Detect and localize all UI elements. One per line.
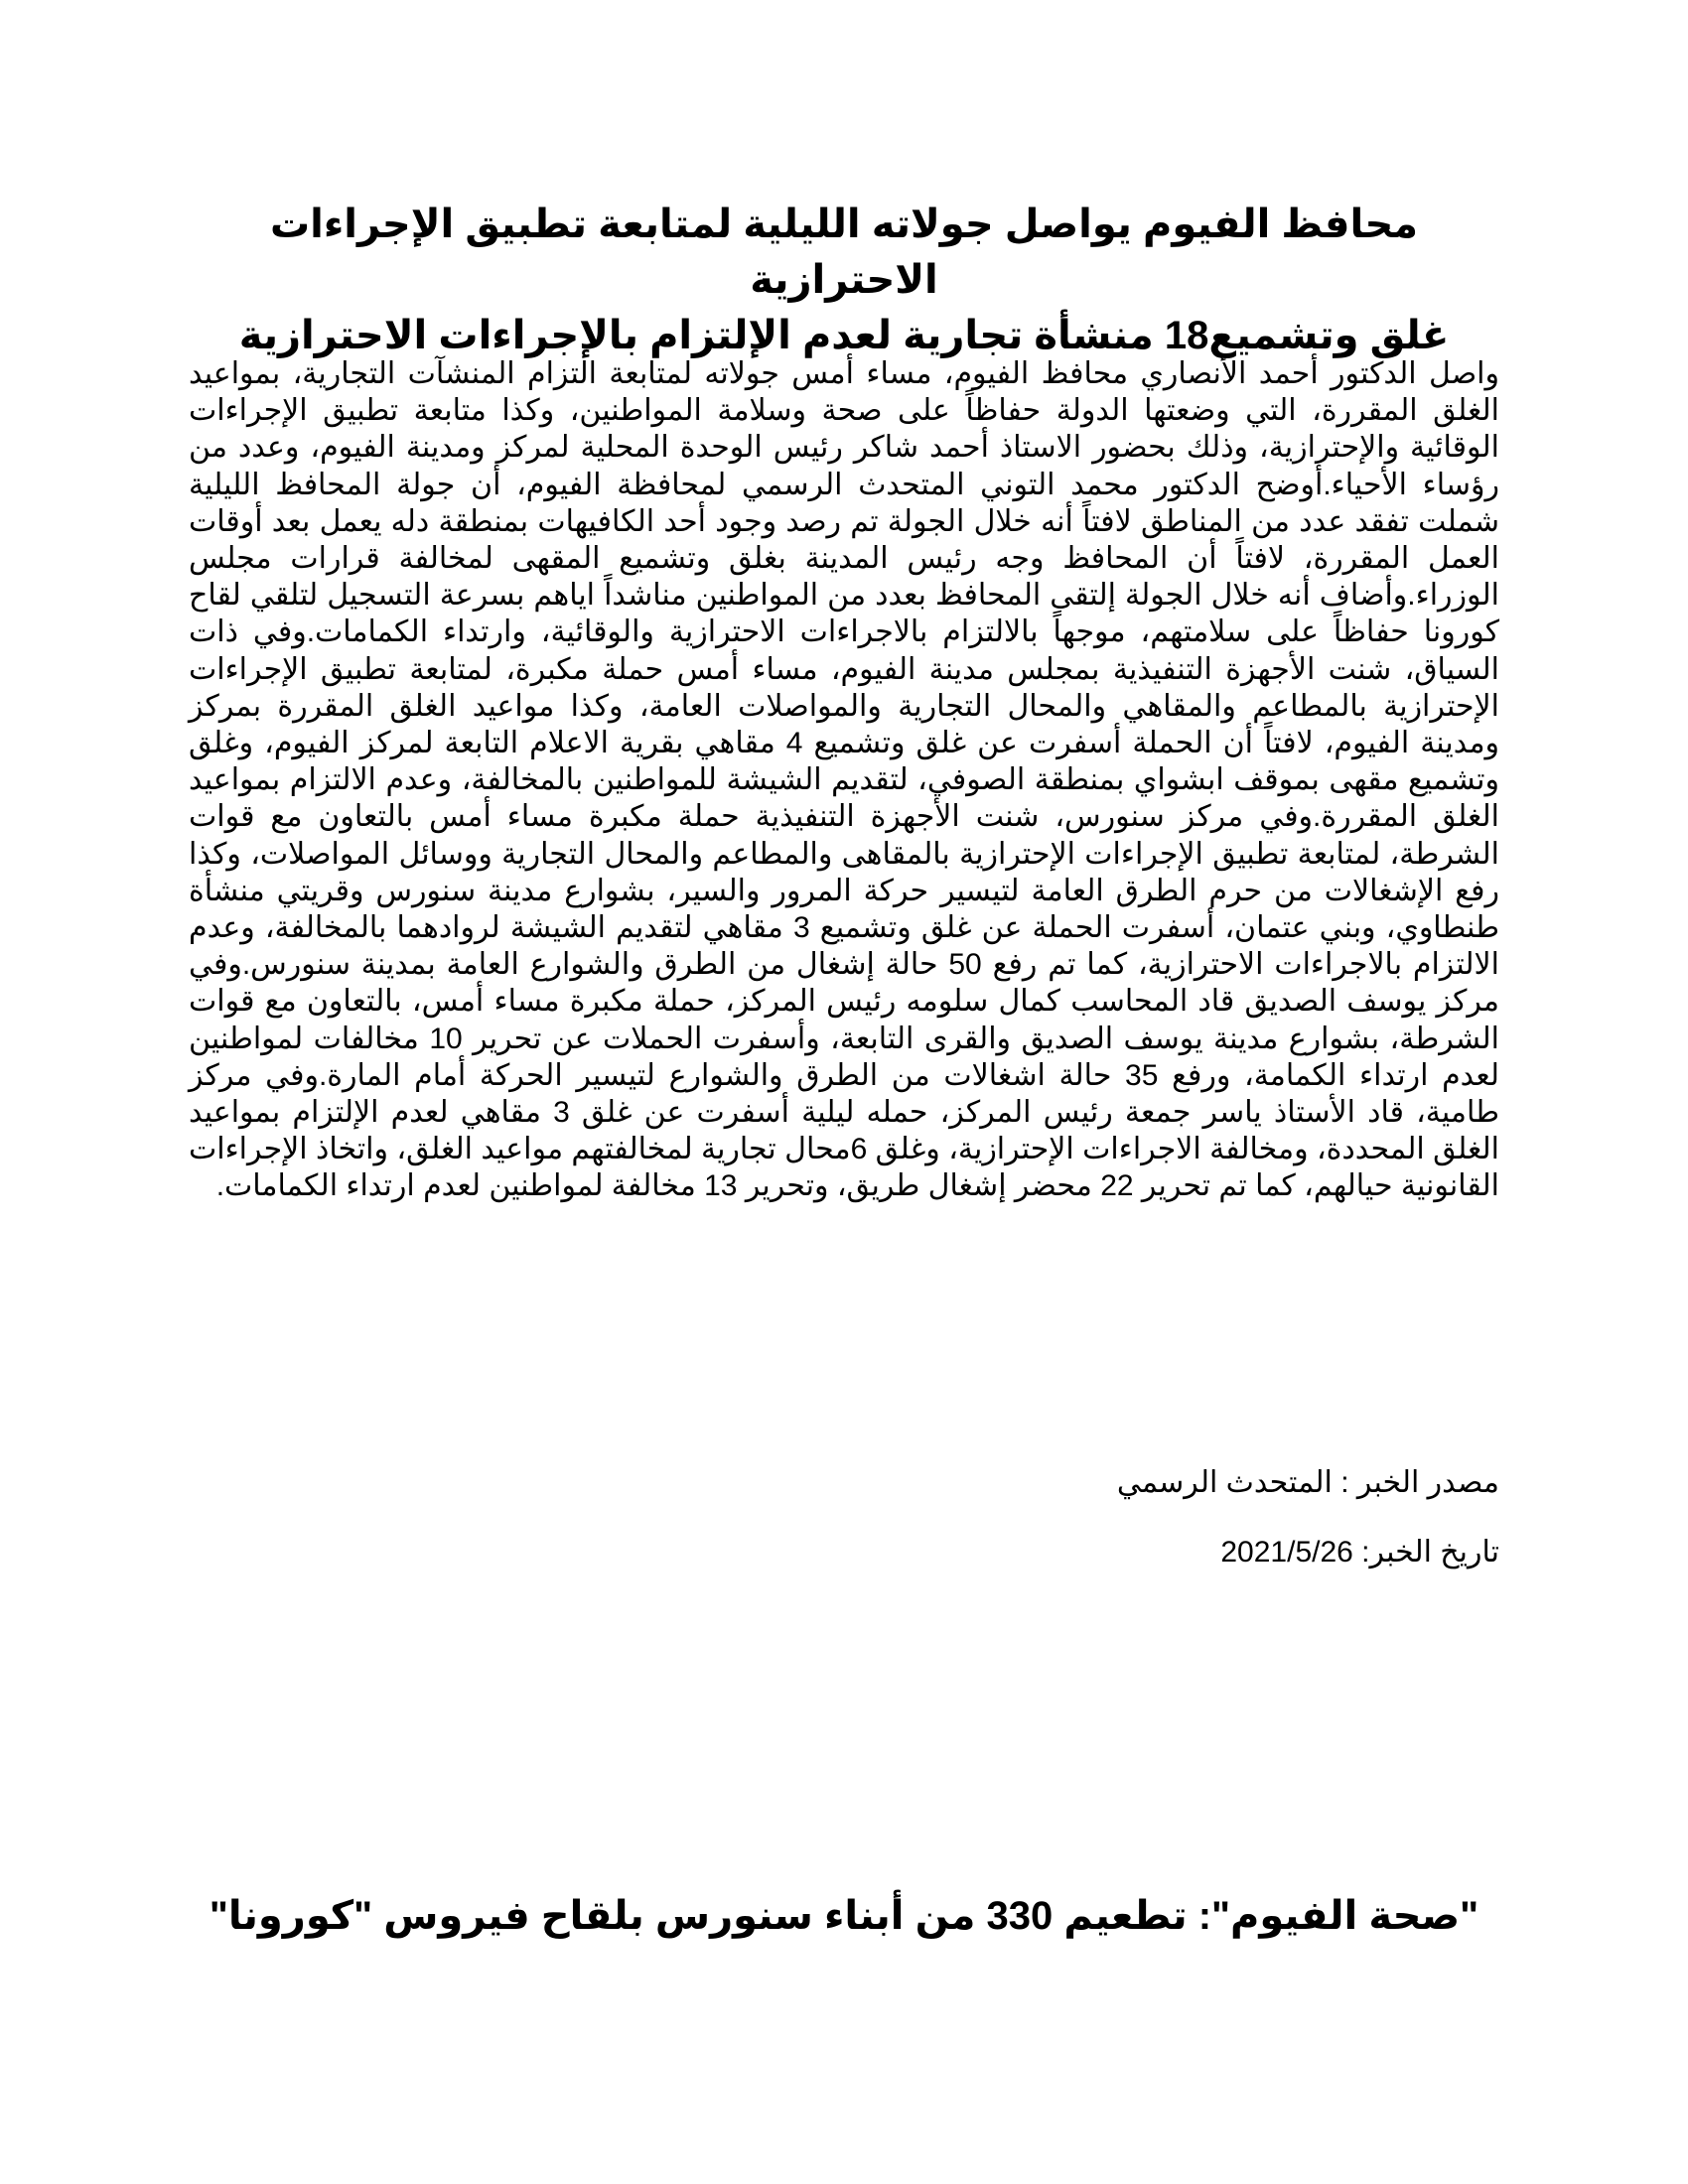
news-date-value: 2021/5/26 — [1220, 1536, 1353, 1569]
news-date-label: تاريخ الخبر: — [1352, 1536, 1499, 1569]
article-body: واصل الدكتور أحمد الأنصاري محافظ الفيوم، مساء أمس جولاته لمتابعة التزام المنشآت التجارية، بمواعيد الغلق المقررة، التي وضعتها الدولة حفاظاً على صحة وسلامة المواطنين، وكذا متابعة تطبيق الإجراءات الوقائية والإحترازية، وذلك بحضور الاستاذ أحمد شاكر رئيس الوحدة المحلية لمركز ومدينة الفيوم، وعدد من رؤساء الأحياء.أوضح الدكتور محمد التوني المتحدث الرسمي لمحافظة الفيوم، أن جولة المحافظ الليلية شملت تفقد عدد من المناطق لافتاً أنه خلال الجولة تم رصد وجود أحد الكافيهات بمنطقة دله يعمل بعد أوقات العمل المقررة، لافتاً أن المحافظ وجه رئيس المدينة بغلق وتشميع المقهى لمخالفة قرارات مجلس الوزراء.وأضاف أنه خلال الجولة إلتقى المحافظ بعدد من المواطنين مناشداً اياهم بسرعة التسجيل لتلقي لقاح كورونا حفاظاً على سلامتهم، موجهاً بالالتزام بالاجراءات الاحترازية والوقائية، وارتداء الكمامات.وفي ذات السياق، شنت الأجهزة التنفيذية بمجلس مدينة الفيوم، مساء أمس حملة مكبرة، لمتابعة تطبيق الإجراءات الإحترازية بالمطاعم والمقاهي والمحال التجارية والمواصلات العامة، وكذا مواعيد الغلق المقررة بمركز ومدينة الفيوم، لافتاً أن الحملة أسفرت عن غلق وتشميع 4 مقاهي بقرية الاعلام التابعة لمركز الفيوم، وغلق وتشميع مقهى بموقف ابشواي بمنطقة الصوفي، لتقديم الشيشة للمواطنين بالمخالفة، وعدم الالتزام بمواعيد الغلق المقررة.وفي مركز سنورس، شنت الأجهزة التنفيذية حملة مكبرة مساء أمس بالتعاون مع قوات الشرطة، لمتابعة تطبيق الإجراءات الإحترازية بالمقاهى والمطاعم والمحال التجارية ووسائل المواصلات، وكذا رفع الإشغالات من حرم الطرق العامة لتيسير حركة المرور والسير، بشوارع مدينة سنورس وقريتي منشأة طنطاوي، وبني عتمان، أسفرت الحملة عن غلق وتشميع 3 مقاهي لتقديم الشيشة لروادهما بالمخالفة، وعدم الالتزام بالاجراءات الاحترازية، كما تم رفع 50 حالة إشغال من الطرق والشوارع العامة بمدينة سنورس.وفي مركز يوسف الصديق قاد المحاسب كمال سلومه رئيس المركز، حملة مكبرة مساء أمس، بالتعاون مع قوات الشرطة، بشوارع مدينة يوسف الصديق والقرى التابعة، وأسفرت الحملات عن تحرير 10 مخالفات لمواطنين لعدم ارتداء الكمامة، ورفع 35 حالة اشغالات من الطرق والشوارع لتيسير الحركة أمام المارة.وفي مركز طامية، قاد الأستاذ ياسر جمعة رئيس المركز، حمله ليلية أسفرت عن غلق 3 مقاهي لعدم الإلتزام بمواعيد الغلق المحددة، ومخالفة الاجراءات الإحترازية، وغلق 6محال تجارية لمخالفتهم مواعيد الغلق، واتخاذ الإجراءات القانونية حيالهم، كما تم تحرير 22 محضر إشغال طريق، وتحرير 13 مخالفة لمواطنين لعدم ارتداء الكمامات. — [189, 357, 1500, 1203]
article-headline — [189, 197, 1499, 363]
headline-line-1: محافظ الفيوم يواصل جولاته الليلية لمتابعة تطبيق الإجراءات الاحترازية — [269, 203, 1419, 302]
next-article-headline: "صحة الفيوم": تطعيم 330 من أبناء سنورس بلقاح فيروس "كورونا" — [209, 1894, 1479, 1938]
news-date — [1220, 1533, 1499, 1572]
headline-line-2: غلق وتشميع18 منشأة تجارية لعدم الإلتزام بالإجراءات الاحترازية — [238, 314, 1450, 357]
news-source: مصدر الخبر : المتحدث الرسمي — [1116, 1466, 1499, 1499]
